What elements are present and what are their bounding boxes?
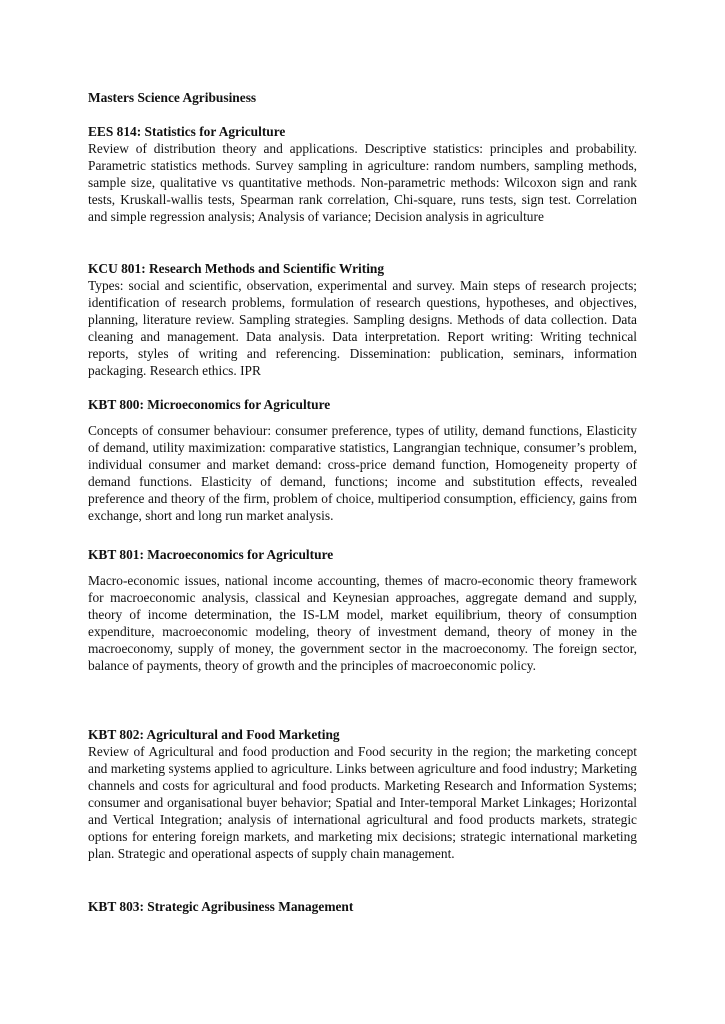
course-description: Types: social and scientific, observation, experimental and survey. Main steps of research projects; identification of research problems, formulation of research questions, hypotheses, and objectives, planning, literature review. Sampling strategies. Sampling designs. Methods of data collection. Data cleaning and management. Data analysis. Data interpretation. Report writing: Writing technical reports, styles of writing and referencing. Dissemination: publication, seminars, information packaging. Research ethics. IPR	[88, 278, 637, 378]
course-kbt-801	[88, 546, 637, 674]
course-kbt-803	[88, 898, 637, 915]
document-title: Masters Science Agribusiness	[88, 90, 257, 105]
course-kbt-802	[88, 726, 637, 862]
course-heading: KBT 800: Microeconomics for Agriculture	[88, 397, 331, 412]
course-heading: KBT 802: Agricultural and Food Marketing	[88, 727, 340, 742]
course-heading: EES 814: Statistics for Agriculture	[88, 124, 286, 139]
course-description: Macro-economic issues, national income accounting, themes of macro-economic theory framework for macroeconomic analysis, classical and Keynesian approaches, aggregate demand and supply, theory of income determination, the IS-LM model, market equilibrium, theory of consumption expenditure, macroeconomic modeling, theory of investment demand, theory of money in the macroeconomy, supply of money, the government sector in the macroeconomy. The foreign sector, balance of payments, theory of growth and the principles of macroeconomic policy.	[88, 573, 637, 673]
course-heading: KBT 801: Macroeconomics for Agriculture	[88, 547, 334, 562]
course-description: Review of distribution theory and applications. Descriptive statistics: principles and probability. Parametric statistics methods. Survey sampling in agriculture: random numbers, sampling methods, sample size, qualitative vs quantitative methods. Non-parametric methods: Wilcoxon sign and rank tests, Kruskall-wallis tests, Spearman rank correlation, Chi-square, runs tests, sign test. Correlation and simple regression analysis; Analysis of variance; Decision analysis in agriculture	[88, 141, 637, 224]
course-ees-814	[88, 123, 637, 225]
course-heading: KBT 803: Strategic Agribusiness Management	[88, 899, 354, 914]
course-description: Review of Agricultural and food production and Food security in the region; the marketing concept and marketing systems applied to agriculture. Links between agriculture and food industry; Marketing channels and costs for agricultural and food products. Marketing Research and Information Systems; consumer and organisational buyer behavior; Spatial and Inter-temporal Market Linkages; Horizontal and Vertical Integration; analysis of international agricultural and food products markets, strategic options for entering foreign markets, and marketing mix decisions; strategic international marketing plan. Strategic and operational aspects of supply chain management.	[88, 744, 637, 861]
course-heading: KCU 801: Research Methods and Scientific Writing	[88, 261, 385, 276]
course-description: Concepts of consumer behaviour: consumer preference, types of utility, demand functions, Elasticity of demand, utility maximization: comparative statistics, Langrangian technique, consumer’s problem, individual consumer and market demand: cross-price demand function, Homogeneity property of demand functions. Elasticity of demand, functions; income and substitution effects, revealed preference and theory of the firm, problem of choice, multiperiod consumption, efficiency, gains from exchange, short and long run market analysis.	[88, 423, 637, 523]
course-kcu-801	[88, 260, 637, 379]
course-kbt-800	[88, 396, 637, 524]
